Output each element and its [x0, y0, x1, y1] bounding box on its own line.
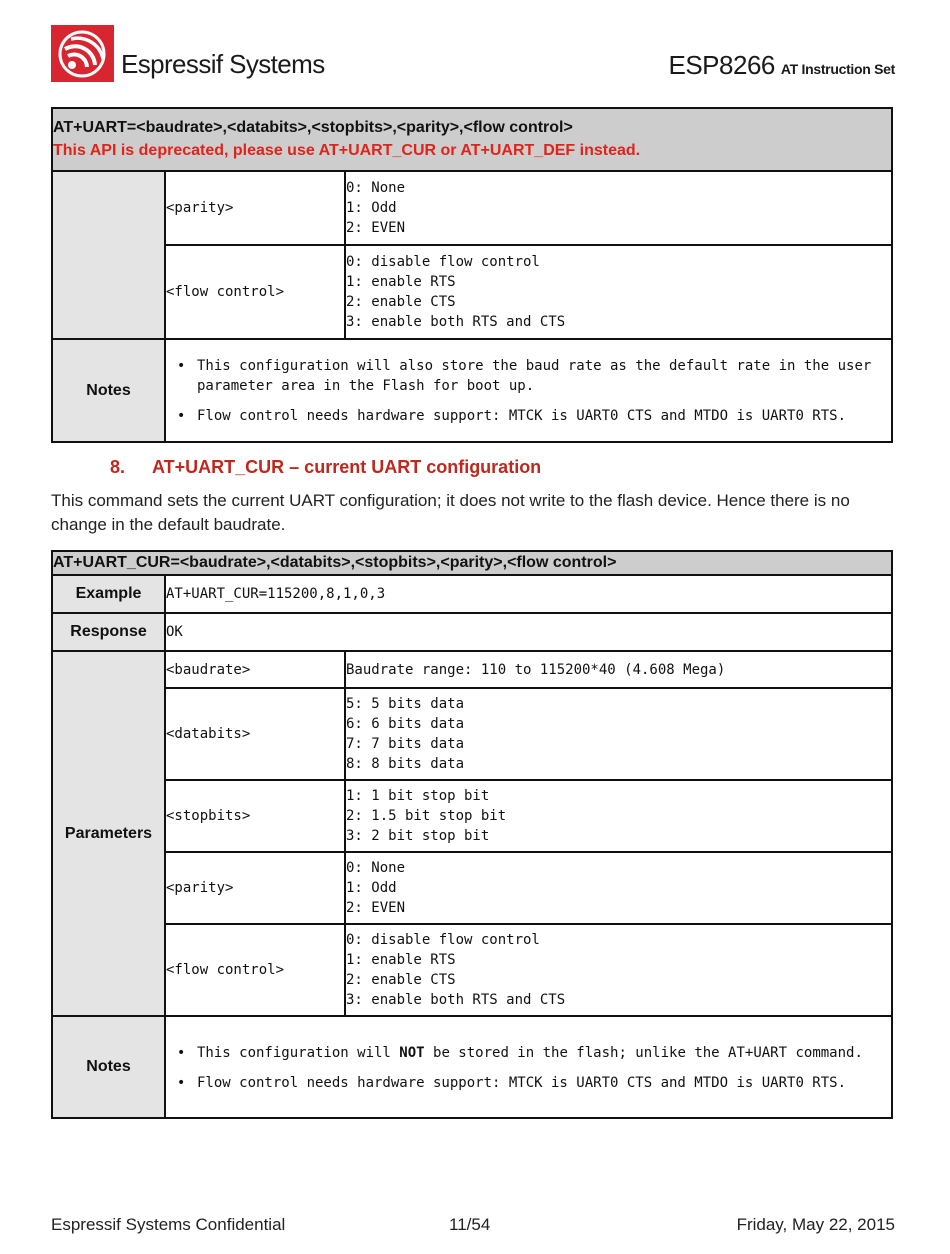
param-row-parity [52, 852, 892, 924]
param-values [345, 688, 892, 780]
notes-cell [165, 339, 892, 442]
param-value: 8: 8 bits data [346, 756, 465, 772]
espressif-logo-icon [51, 25, 114, 82]
notes-row [52, 339, 892, 442]
param-value: 2: enable CTS [346, 972, 456, 988]
document-title [669, 50, 896, 81]
param-value: 0: None [346, 860, 406, 876]
footer-date: Friday, May 22, 2015 [736, 1215, 895, 1234]
section-title: AT+UART_CUR – current UART configuration [152, 457, 542, 477]
note-text-pre: This configuration will [197, 1044, 400, 1061]
note-text: Flow control needs hardware support: MTCK is UART0 CTS and MTDO is UART0 RTS. [197, 1074, 847, 1091]
parameters-label: Parameters [52, 651, 165, 1016]
param-row-flow-control [52, 245, 892, 339]
param-row-parity [52, 171, 892, 245]
notes-label: Notes [52, 339, 165, 442]
param-value: 5: 5 bits data [346, 696, 465, 712]
example-row [52, 575, 892, 613]
espressif-logo [51, 25, 114, 82]
param-values [345, 171, 892, 245]
param-value: 3: enable both RTS and CTS [346, 314, 566, 330]
param-row-flow-control [52, 924, 892, 1016]
param-name: <flow control> [165, 924, 345, 1016]
section-description: This command sets the current UART configuration; it does not write to the flash device. Hence there is no change in the default baudrate. [51, 491, 850, 534]
param-values [345, 852, 892, 924]
param-name: <flow control> [165, 245, 345, 339]
table-header-row [52, 108, 892, 171]
param-value: 2: EVEN [346, 900, 406, 916]
param-value: 1: 1 bit stop bit [346, 788, 490, 804]
param-value: 7: 7 bits data [346, 736, 465, 752]
response-label: Response [52, 613, 165, 651]
param-value: 3: enable both RTS and CTS [346, 992, 566, 1008]
param-values [345, 245, 892, 339]
parameters-label-cell [52, 171, 165, 339]
param-values [345, 924, 892, 1016]
deprecation-warning: This API is deprecated, please use AT+UART_CUR or AT+UART_DEF instead. [53, 142, 641, 159]
doc-title-sub: AT Instruction Set [780, 61, 895, 77]
param-value: 1: Odd [346, 880, 397, 896]
param-name: <parity> [165, 171, 345, 245]
brand-name: Espressif Systems [121, 49, 325, 79]
notes-label: Notes [52, 1016, 165, 1118]
notes-cell [165, 1016, 892, 1118]
note-item: • Flow control needs hardware support: MTCK is UART0 CTS and MTDO is UART0 RTS. [177, 408, 847, 424]
footer-confidential: Espressif Systems Confidential [51, 1215, 286, 1234]
param-values [345, 780, 892, 852]
response-row [52, 613, 892, 651]
param-name: <parity> [165, 852, 345, 924]
notes-row [52, 1016, 892, 1118]
param-name: <stopbits> [165, 780, 345, 852]
command-syntax: AT+UART_CUR=<baudrate>,<databits>,<stopbits>,<parity>,<flow control> [53, 554, 617, 571]
param-value: 1: enable RTS [346, 952, 456, 968]
note-text: This configuration will also store the baud rate as the default rate in the user parameter area in the Flash for boot up. [197, 358, 872, 394]
example-label: Example [52, 575, 165, 613]
section-number: 8. [110, 457, 126, 477]
note-item: • Flow control needs hardware support: MTCK is UART0 CTS and MTDO is UART0 RTS. [177, 1074, 847, 1091]
doc-title-main: ESP8266 [668, 50, 775, 80]
param-value: 2: enable CTS [346, 294, 456, 310]
param-value: Baudrate range: 110 to 115200*40 (4.608 Mega) [346, 661, 726, 678]
note-text: Flow control needs hardware support: MTCK is UART0 CTS and MTDO is UART0 RTS. [197, 408, 847, 424]
param-value: 6: 6 bits data [346, 716, 465, 732]
param-value: 0: disable flow control [346, 932, 540, 948]
response-value: OK [165, 613, 892, 651]
uart-cur-command-table [51, 550, 893, 1119]
uart-command-table [51, 107, 893, 443]
table-header-row [52, 551, 892, 575]
section-heading [110, 457, 541, 478]
param-name: <databits> [165, 688, 345, 780]
param-row-stopbits [52, 780, 892, 852]
note-item: • This configuration will also store the baud rate as the default rate in the user parameter area in the Flash for boot up. [177, 358, 872, 394]
example-value: AT+UART_CUR=115200,8,1,0,3 [165, 575, 892, 613]
command-syntax: AT+UART=<baudrate>,<databits>,<stopbits>,<parity>,<flow control> [53, 119, 573, 136]
param-values [345, 651, 892, 688]
param-row-baudrate [52, 651, 892, 688]
note-item: • This configuration will NOT be stored in the flash; unlike the AT+UART command. [177, 1044, 863, 1061]
note-text-post: be stored in the flash; unlike the AT+UART command. [424, 1044, 863, 1061]
param-name: <baudrate> [165, 651, 345, 688]
param-value: 3: 2 bit stop bit [346, 828, 490, 844]
footer-page-number: 11/54 [449, 1215, 491, 1234]
param-value: 2: EVEN [346, 220, 406, 236]
param-value: 2: 1.5 bit stop bit [346, 808, 507, 824]
param-value: 0: disable flow control [346, 254, 540, 270]
note-emphasis: NOT [399, 1044, 425, 1061]
param-value: 1: enable RTS [346, 274, 456, 290]
param-value: 1: Odd [346, 200, 397, 216]
param-value: 0: None [346, 180, 406, 196]
param-row-databits [52, 688, 892, 780]
